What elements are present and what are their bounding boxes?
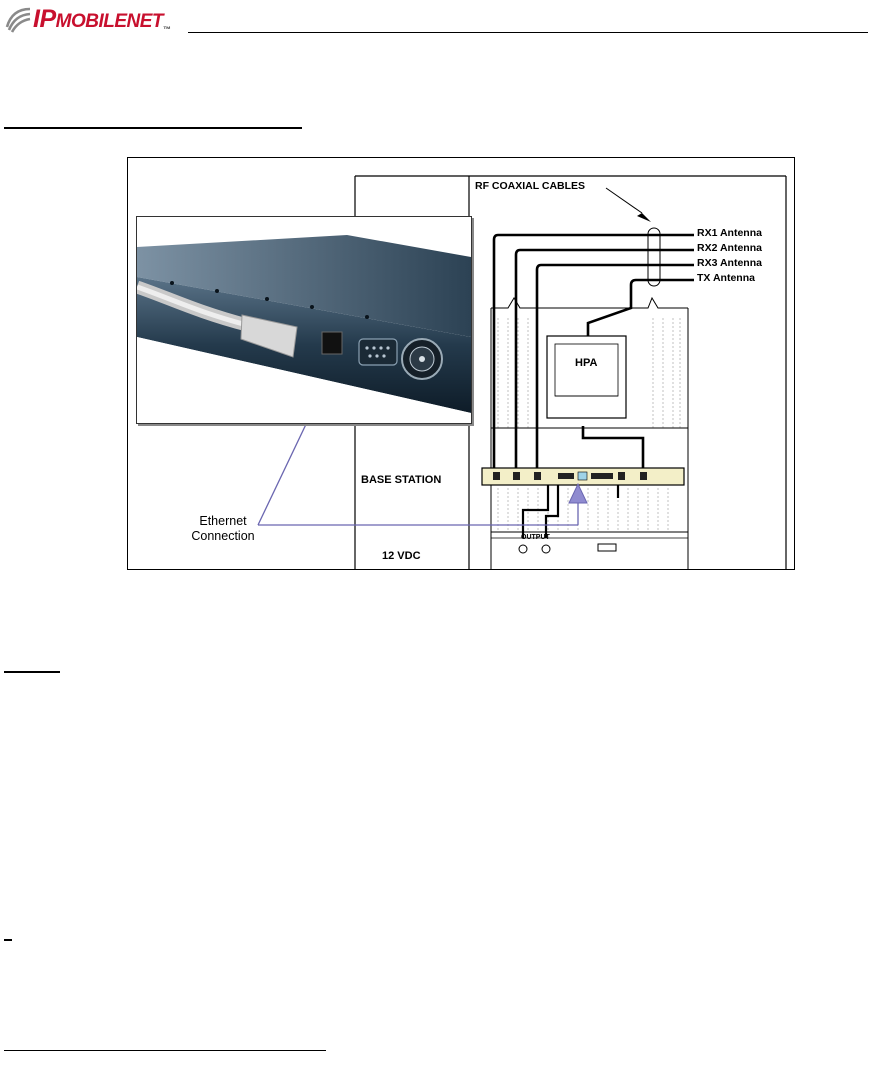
ipmobilenet-logo — [4, 4, 171, 34]
logo-ip: IP — [33, 4, 56, 33]
rx3-antenna-label: RX3 Antenna — [697, 257, 762, 269]
page-header — [0, 0, 870, 40]
logo-net: NET — [126, 10, 164, 32]
logo-trademark: ™ — [163, 24, 171, 34]
logo-mark-icon — [4, 5, 32, 33]
notes-heading-underline — [4, 671, 60, 673]
rf-coaxial-cables-label: RF COAXIAL CABLES — [475, 180, 586, 192]
vdc-label: 12 VDC — [382, 550, 421, 562]
section-heading-underline — [4, 127, 302, 129]
ethernet-label-line2: Connection — [191, 529, 255, 543]
equipment-photo — [136, 216, 472, 424]
footnote-rule — [4, 1050, 326, 1051]
rx1-antenna-label: RX1 Antenna — [697, 227, 762, 239]
ethernet-connection-label — [178, 514, 268, 544]
header-rule — [188, 32, 868, 33]
hpa-label: HPA — [575, 357, 598, 369]
base-station-label: BASE STATION — [361, 474, 442, 486]
ethernet-label-line1: Ethernet — [199, 514, 247, 528]
installation-figure — [127, 157, 795, 570]
rx2-antenna-label: RX2 Antenna — [697, 242, 762, 254]
output-label: OUTPUT — [521, 534, 550, 541]
logo-mobile: MOBILE — [55, 10, 127, 32]
tx-antenna-label: TX Antenna — [697, 272, 755, 284]
subheading-underline — [4, 939, 12, 941]
